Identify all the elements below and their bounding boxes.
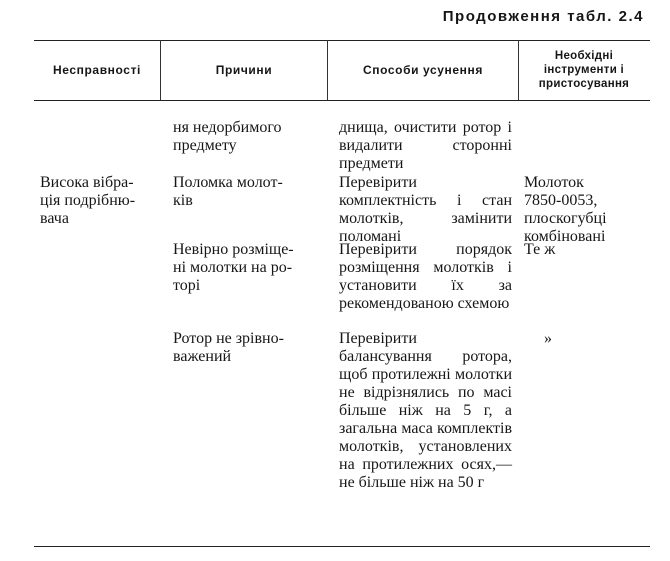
cause-cell: ня недорбимого предмету	[173, 119, 282, 154]
cause-cell: Ротор не зрівно- важений	[173, 330, 284, 365]
header-remedies: Способи усунення	[363, 63, 483, 77]
header-tools: Необхідні інструменти і пристосування	[538, 50, 630, 90]
header-faults: Несправності	[53, 63, 141, 77]
remedy-cell: Перевірити балансування ротора, щоб протилежні молотки не відрізнялись по масі більше ніж на 5 г, а загальна маса комплектів молотків, установлених на протилежних осях,— не більше ніж на 50 г	[339, 330, 512, 491]
column-divider	[518, 40, 519, 100]
remedy-cell: днища, очистити ротор і видалити сторонні предмети	[339, 119, 512, 172]
header-causes: Причини	[215, 63, 273, 77]
table-caption: Продовження табл. 2.4	[442, 8, 644, 25]
table-bottom-rule	[34, 546, 650, 547]
tool-cell: Молоток 7850-0053, плоскогубці комбіновані	[524, 174, 607, 245]
remedy-cell: Перевірити комплектність і стан молотків, замінити поломані	[339, 174, 512, 245]
remedy-cell: Перевірити порядок розміщення молотків і установити їх за рекомендованою схемою	[339, 241, 512, 312]
header-bottom-rule	[34, 100, 650, 101]
cause-cell: Невірно розміще- ні молотки на ро- торі	[173, 241, 294, 294]
fault-cell: Висока вібра- ція подрібню- вача	[40, 174, 136, 227]
tool-cell: Те ж	[524, 241, 556, 258]
cause-cell: Поломка молот- ків	[173, 174, 283, 209]
ditto-mark: »	[544, 330, 552, 347]
